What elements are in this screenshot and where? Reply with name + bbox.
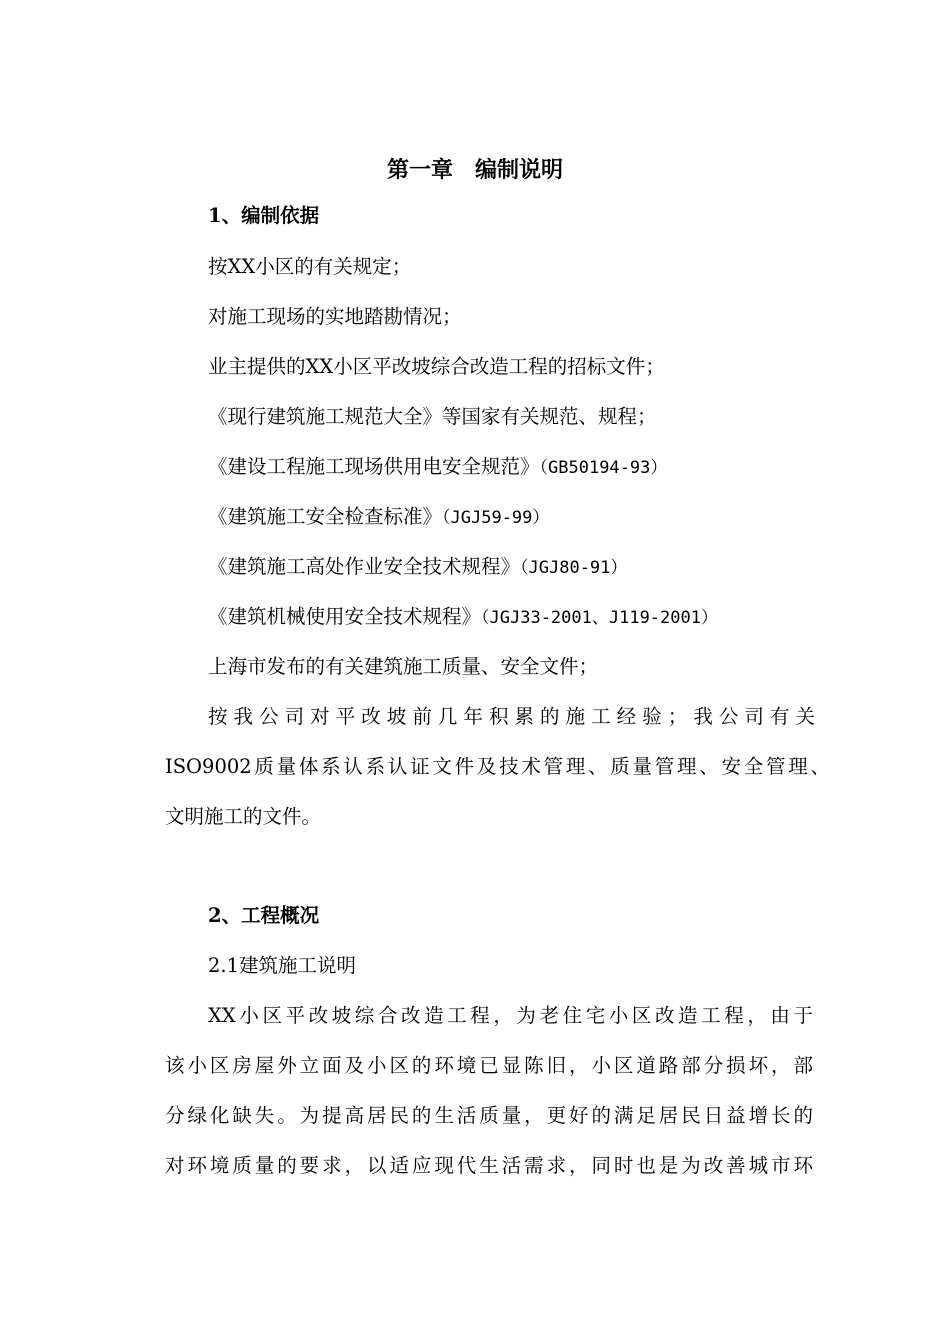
basis-item: 业主提供的XX小区平改坡综合改造工程的招标文件；	[208, 355, 665, 378]
standard-code: （JGJ33-2001、J119-2001）	[481, 608, 718, 628]
subsection-heading: 2.1建筑施工说明	[208, 954, 357, 977]
section-heading-basis: 1、编制依据	[208, 204, 320, 227]
paragraph-line: 分绿化缺失。为提高居民的生活质量，更好的满足居民日益增长的	[165, 1104, 813, 1127]
basis-item	[208, 605, 868, 630]
paragraph-line: 按我公司对平改坡前几年积累的施工经验；我公司有关	[208, 705, 815, 728]
standard-name: 《建筑机械使用安全技术规程》	[208, 605, 482, 628]
basis-item: 对施工现场的实地踏勘情况；	[208, 305, 462, 328]
basis-item	[208, 455, 868, 480]
basis-item	[208, 555, 868, 580]
paragraph-line: XX小区平改坡综合改造工程，为老住宅小区改造工程，由于	[208, 1004, 813, 1027]
chapter-title: 第一章 编制说明	[386, 157, 563, 183]
paragraph-line: 文明施工的文件。	[165, 805, 322, 828]
standard-code: （GB50194-93）	[539, 458, 668, 478]
basis-item	[208, 505, 868, 530]
paragraph-line: 该小区房屋外立面及小区的环境已显陈旧，小区道路部分损坏，部	[165, 1054, 813, 1077]
standard-name: 《建设工程施工现场供用电安全规范》	[208, 455, 540, 478]
standard-name: 《建筑施工高处作业安全技术规程》	[208, 555, 521, 578]
paragraph-line: 对环境质量的要求，以适应现代生活需求，同时也是为改善城市环	[165, 1154, 813, 1177]
section-heading-overview: 2、工程概况	[208, 904, 320, 927]
standard-code: （JGJ59-99）	[442, 508, 550, 528]
basis-item: 按XX小区的有关规定；	[208, 255, 412, 278]
basis-item: 上海市发布的有关建筑施工质量、安全文件；	[208, 655, 599, 678]
basis-item: 《现行建筑施工规范大全》等国家有关规范、规程；	[208, 405, 657, 428]
paragraph-line: ISO9002质量体系认系认证文件及技术管理、质量管理、安全管理、	[165, 755, 830, 778]
standard-name: 《建筑施工安全检查标准》	[208, 505, 443, 528]
standard-code: （JGJ80-91）	[520, 558, 628, 578]
